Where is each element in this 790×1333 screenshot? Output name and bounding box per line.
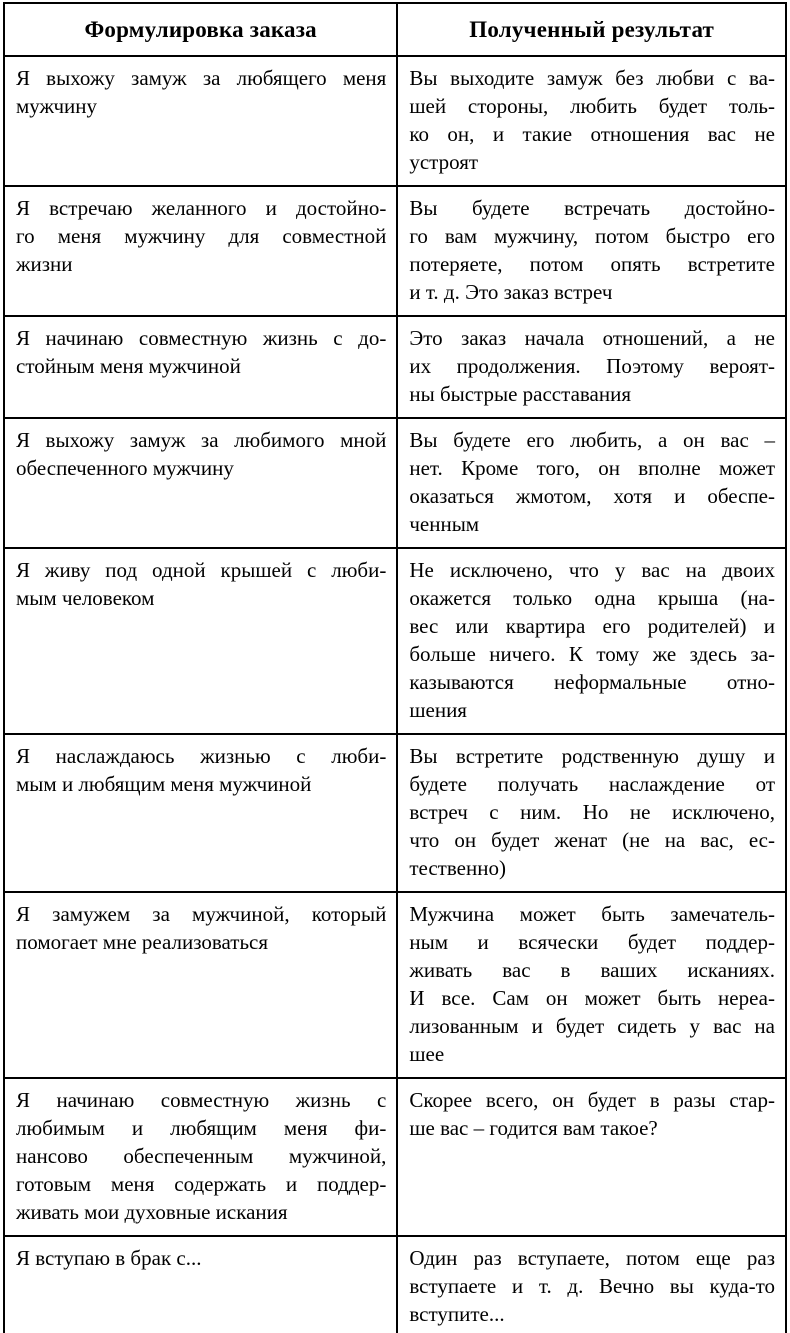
order-result-table xyxy=(3,2,787,1333)
text-line: Я выхожу замуж за любящего меня xyxy=(16,66,387,90)
table-row xyxy=(4,1078,786,1236)
text-line: ко он, и такие отношения вас не xyxy=(409,122,775,146)
text-line: помогает мне реализоваться xyxy=(16,930,269,954)
text-line: казываются неформальные отно- xyxy=(409,670,775,694)
text-line: ченным xyxy=(409,512,480,536)
text-line: шения xyxy=(409,698,467,722)
result-cell xyxy=(397,1236,786,1333)
table-body xyxy=(4,56,786,1333)
text-line: лизованным и будет сидеть у вас на xyxy=(409,1014,775,1038)
text-line: Вы будете его любить, а он вас – xyxy=(409,428,775,452)
text-line: вступаете и т. д. Вечно вы куда-то xyxy=(409,1274,775,1298)
text-line: Один раз вступаете, потом еще раз xyxy=(409,1246,775,1270)
order-cell xyxy=(4,734,397,892)
text-line: го меня мужчину для совместной xyxy=(16,224,387,248)
text-line: Я выхожу замуж за любимого мной xyxy=(16,428,387,452)
text-line: го вам мужчину, потом быстро его xyxy=(409,224,775,248)
result-cell xyxy=(397,418,786,548)
text-line: Я начинаю совместную жизнь с xyxy=(16,1088,387,1112)
result-cell xyxy=(397,56,786,186)
result-cell xyxy=(397,548,786,734)
text-line: встреч с ним. Но не исключено, xyxy=(409,800,775,824)
text-line: ше вас – годится вам такое? xyxy=(409,1116,658,1140)
text-line: Это заказ начала отношений, а не xyxy=(409,326,775,350)
header-row xyxy=(4,3,786,56)
table-row xyxy=(4,548,786,734)
text-line: мым человеком xyxy=(16,586,155,610)
text-line: Вы будете встречать достойно- xyxy=(409,196,775,220)
text-line: готовым меня содержать и поддер- xyxy=(16,1172,387,1196)
text-line: живать вас в ваших исканиях. xyxy=(409,958,775,982)
text-line: шее xyxy=(409,1042,445,1066)
table-row xyxy=(4,734,786,892)
text-line: ны быстрые расставания xyxy=(409,382,631,406)
text-line: оказаться жмотом, хотя и обеспе- xyxy=(409,484,775,508)
result-cell xyxy=(397,1078,786,1236)
text-line: Я встречаю желанного и достойно- xyxy=(16,196,387,220)
header-cell-result: Полученный результат xyxy=(397,3,786,56)
text-line: Я вступаю в брак с... xyxy=(16,1246,202,1270)
text-line: нет. Кроме того, он вполне может xyxy=(409,456,775,480)
text-line: И все. Сам он может быть нереа- xyxy=(409,986,775,1010)
text-line: Мужчина может быть замечатель- xyxy=(409,902,775,926)
text-line: стойным меня мужчиной xyxy=(16,354,241,378)
header-cell-order: Формулировка заказа xyxy=(4,3,397,56)
text-line: будете получать наслаждение от xyxy=(409,772,775,796)
text-line: мужчину xyxy=(16,94,98,118)
order-cell xyxy=(4,186,397,316)
table-row xyxy=(4,1236,786,1333)
text-line: Вы встретите родственную душу и xyxy=(409,744,775,768)
text-line: потеряете, потом опять встретите xyxy=(409,252,775,276)
text-line: и т. д. Это заказ встреч xyxy=(409,280,613,304)
order-cell xyxy=(4,56,397,186)
text-line: Скорее всего, он будет в разы стар- xyxy=(409,1088,775,1112)
text-line: окажется только одна крыша (на- xyxy=(409,586,775,610)
order-cell xyxy=(4,316,397,418)
order-cell xyxy=(4,418,397,548)
table-row xyxy=(4,316,786,418)
text-line: Не исключено, что у вас на двоих xyxy=(409,558,775,582)
order-cell xyxy=(4,548,397,734)
text-line: устроят xyxy=(409,150,479,174)
result-cell xyxy=(397,186,786,316)
text-line: живать мои духовные искания xyxy=(16,1200,288,1224)
text-line: Я живу под одной крышей с люби- xyxy=(16,558,387,582)
order-cell xyxy=(4,1236,397,1333)
text-line: нансово обеспеченным мужчиной, xyxy=(16,1144,387,1168)
text-line: обеспеченного мужчину xyxy=(16,456,234,480)
result-cell xyxy=(397,316,786,418)
text-line: ным и всячески будет поддер- xyxy=(409,930,775,954)
text-line: вес или квартира его родителей) и xyxy=(409,614,775,638)
table-row xyxy=(4,186,786,316)
result-cell xyxy=(397,892,786,1078)
text-line: тественно) xyxy=(409,856,506,880)
text-line: вступите... xyxy=(409,1302,505,1326)
text-line: Я начинаю совместную жизнь с до- xyxy=(16,326,387,350)
text-line: что он будет женат (не на вас, ес- xyxy=(409,828,775,852)
text-line: любимым и любящим меня фи- xyxy=(16,1116,387,1140)
table-row xyxy=(4,892,786,1078)
text-line: Я замужем за мужчиной, который xyxy=(16,902,387,926)
result-cell xyxy=(397,734,786,892)
table-row xyxy=(4,418,786,548)
text-line: шей стороны, любить будет толь- xyxy=(409,94,775,118)
text-line: Я наслаждаюсь жизнью с люби- xyxy=(16,744,387,768)
text-line: их продолжения. Поэтому вероят- xyxy=(409,354,775,378)
table-row xyxy=(4,56,786,186)
text-line: мым и любящим меня мужчиной xyxy=(16,772,312,796)
order-cell xyxy=(4,892,397,1078)
text-line: Вы выходите замуж без любви с ва- xyxy=(409,66,775,90)
order-cell xyxy=(4,1078,397,1236)
text-line: больше ничего. К тому же здесь за- xyxy=(409,642,775,666)
text-line: жизни xyxy=(16,252,73,276)
